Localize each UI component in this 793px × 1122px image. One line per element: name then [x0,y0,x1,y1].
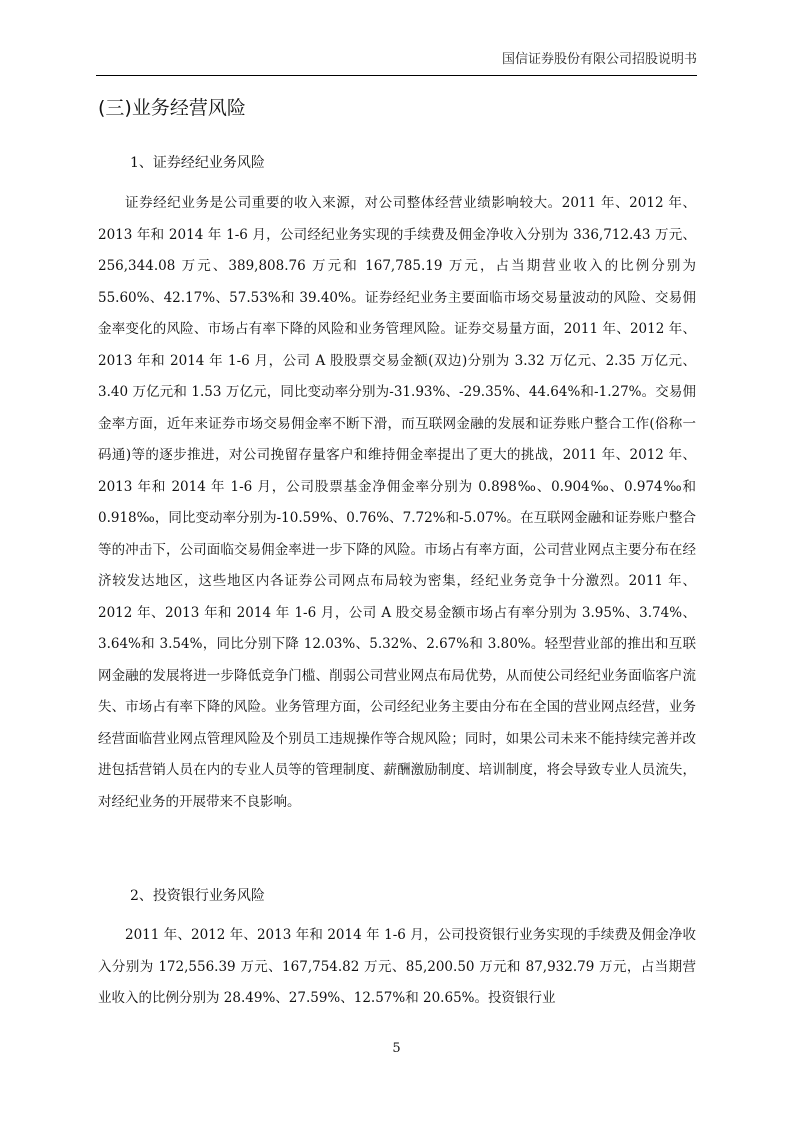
page-number: 5 [392,1041,401,1056]
paragraph-investment-banking-risk: 2011 年、2012 年、2013 年和 2014 年 1-6 月，公司投资银行业务实现的手续费及佣金净收入分别为 172,556.39 万元、167,754.82 万元、85,200.50 万元和 87,932.79 万元，占当期营业收入的比例分别为 28.49%、27.59%、12.57%和 20.65%。投资银行业 [98,927,696,1006]
document-header: 国信证券股份有限公司招股说明书 [501,52,697,67]
subsection-title-investment-banking: 2、投资银行业务风险 [130,888,265,904]
section-title: (三)业务经营风险 [98,97,246,119]
subsection-title-brokerage: 1、证券经纪业务风险 [130,155,265,171]
header-divider [96,75,697,76]
paragraph-brokerage-risk: 证券经纪业务是公司重要的收入来源，对公司整体经营业绩影响较大。2011 年、2012 年、2013 年和 2014 年 1-6 月，公司经纪业务实现的手续费及佣金净收入分别为 336,712.43 万元、256,344.08 万元、389,808.76 万元和 167,785.19 万元，占当期营业收入的比例分别为 55.60%、42.17%、57.53%和 39.40%。证券经纪业务主要面临市场交易量波动的风险、交易佣金率变化的风险、市场占有率下降的风险和业务管理风险。证券交易量方面，2011 年、2012 年、2013 年和 2014 年 1-6 月，公司 A 股股票交易金额(双边)分别为 3.32 万亿元、2.35 万亿元、3.40 万亿元和 1.53 万亿元，同比变动率分别为-31.93%、-29.35%、44.64%和-1.27%。交易佣金率方面，近年来证券市场交易佣金率不断下滑，而互联网金融的发展和证券账户整合工作(俗称一码通)等的逐步推进，对公司挽留存量客户和维持佣金率提出了更大的挑战，2011 年、2012 年、2013 年和 2014 年 1-6 月，公司股票基金净佣金率分别为 0.898‰、0.904‰、0.974‰和 0.918‰，同比变动率分别为-10.59%、0.76%、7.72%和-5.07%。在互联网金融和证券账户整合等的冲击下，公司面临交易佣金率进一步下降的风险。市场占有率方面，公司营业网点主要分布在经济较发达地区，这些地区内各证券公司网点布局较为密集，经纪业务竞争十分激烈。2011 年、2012 年、2013 年和 2014 年 1-6 月，公司 A 股交易金额市场占有率分别为 3.95%、3.74%、3.64%和 3.54%，同比分别下降 12.03%、5.32%、2.67%和 3.80%。轻型营业部的推出和互联网金融的发展将进一步降低竞争门槛、削弱公司营业网点布局优势，从而使公司经纪业务面临客户流失、市场占有率下降的风险。业务管理方面，公司经纪业务主要由分布在全国的营业网点经营，业务经营面临营业网点管理风险及个别员工违规操作等合规风险；同时，如果公司未来不能持续完善并改进包括营销人员在内的专业人员等的管理制度、薪酬激励制度、培训制度，将会导致专业人员流失，对经纪业务的开展带来不良影响。 [98,195,696,810]
